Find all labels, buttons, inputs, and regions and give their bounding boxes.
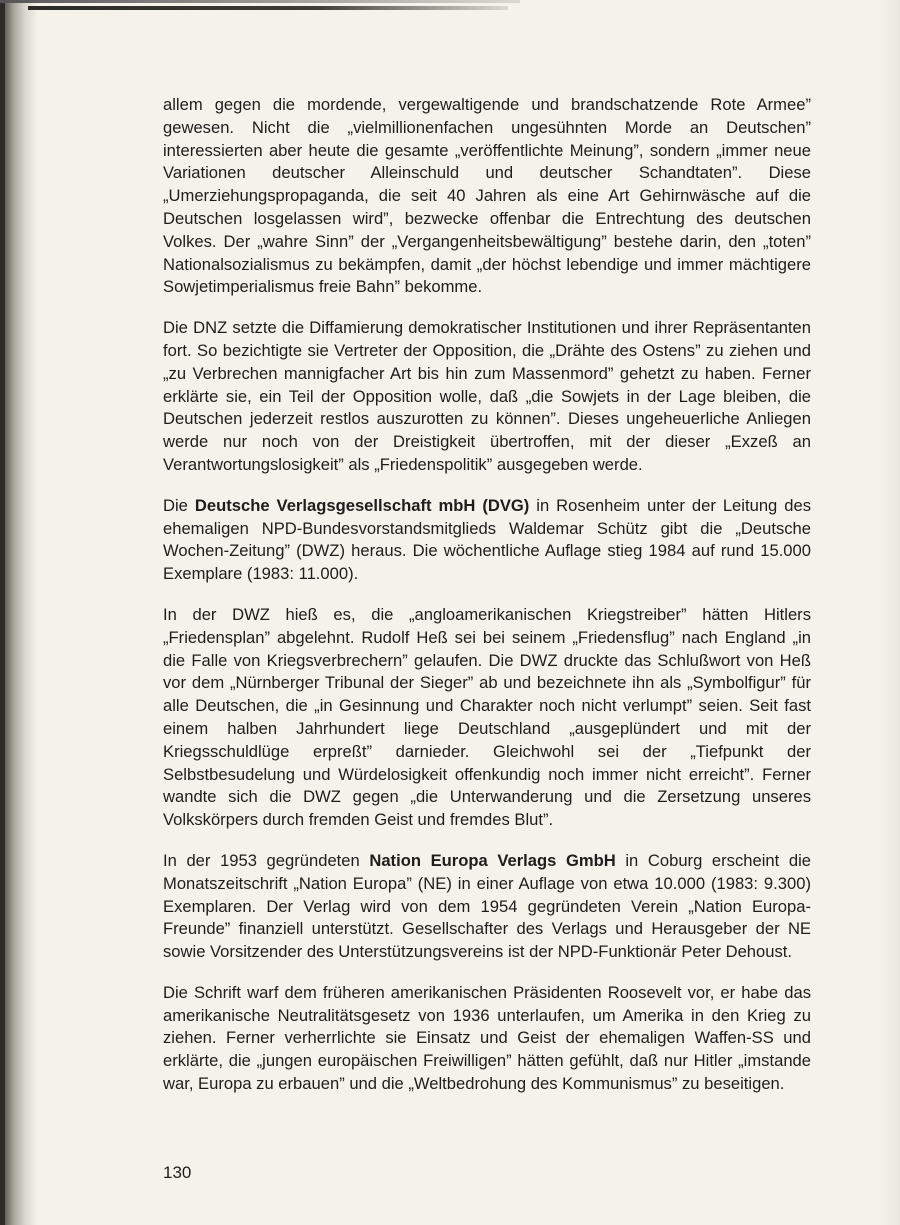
binding-shadow [0, 0, 38, 1225]
paragraph [163, 982, 811, 1096]
top-edge-shadow [0, 0, 520, 3]
paragraph [163, 317, 811, 477]
text-run: In der DWZ hieß es, die „angloamerikanischen Kriegstreiber” hätten Hitlers „Friedensplan” abgelehnt. Rudolf Heß sei bei seinem „Friedensflug” nach England „in die Falle von Kriegsverbrechern” gelaufen. Die DWZ druckte das Schlußwort von Heß vor dem „Nürnberger Tribunal der Sieger” ab und bezeichnete ihn als „Symbolfigur” für alle Deutschen, die „in Gesinnung und Charakter noch nicht verlumpt” seien. Seit fast einem halben Jahrhundert liege Deutschland „ausgeplündert und mit der Kriegsschuldlüge erpreßt” darnieder. Gleichwohl sei der „Tiefpunkt der Selbstbesudelung und Würdelosigkeit offenkundig noch immer nicht erreicht”. Ferner wandte sich die DWZ gegen „die Unterwanderung und die Zersetzung unseres Volkskörpers durch fremden Geist und fremdes Blut”. [163, 604, 811, 830]
text-run: Die [163, 495, 195, 515]
bold-text: Deutsche Verlagsgesellschaft mbH (DVG) [194, 495, 530, 515]
text-run: in Rosenheim unter der Leitung des ehemaligen NPD-Bundesvorstandsmitglieds Waldemar Schütz gibt die „Deutsche Wochen-Zeitung” (DWZ) heraus. Die wöchentliche Auflage stieg 1984 auf rund 15.000 Exemplare (1983: 11.000). [163, 495, 811, 584]
binding-edge [0, 0, 5, 1225]
paragraph [163, 94, 811, 299]
page-number: 130 [163, 1163, 192, 1182]
body-text [163, 94, 811, 1114]
text-run: Die Schrift warf dem früheren amerikanischen Präsidenten Roosevelt vor, er habe das amerikanische Neutralitätsgesetz von 1936 unterlaufen, um Amerika in den Krieg zu ziehen. Ferner verherrlichte sie Einsatz und Geist der ehemaligen Waffen-SS und erklärte, die „jungen europäischen Freiwilligen” hätten gefühlt, daß nur Hitler „imstande war, Europa zu erbauen” und die „Weltbedrohung des Kommunismus” zu beseitigen. [163, 982, 811, 1094]
paragraph [163, 850, 811, 964]
text-run: in Coburg erscheint die Monatszeitschrift „Nation Europa” (NE) in einer Auflage von etwa 10.000 (1983: 9.300) Exemplaren. Der Verlag wird von dem 1954 gegründeten Verein „Nation Europa-Freunde” finanziell unterstützt. Gesellschafter des Verlags und Herausgeber der NE sowie Vorsitzender des Unterstützungsvereins ist der NPD-Funktionär Peter Dehoust. [163, 850, 811, 962]
text-run: Die DNZ setzte die Diffamierung demokratischer Institutionen und ihrer Repräsentanten fort. So bezichtigte sie Vertreter der Opposition, die „Drähte des Ostens” zu ziehen und „zu Verbrechen mannigfacher Art bis hin zum Massenmord” gehetzt zu haben. Ferner erklärte sie, ein Teil der Opposition wolle, daß „die Sowjets in der Lage bleiben, die Deutschen jederzeit restlos auszurotten zu können”. Dieses ungeheuerliche Anliegen werde nur noch von der Dreistigkeit übertroffen, mit der dieser „Exzeß an Verantwortungslosigkeit” als „Friedenspolitik” ausgegeben werde. [163, 318, 811, 474]
paragraph [163, 495, 811, 586]
bold-text: Nation Europa Verlags GmbH [369, 850, 616, 870]
text-run: allem gegen die mordende, vergewaltigende und brandschatzende Rote Armee” gewesen. Nicht die „vielmillionenfachen ungesühnten Morde an Deutschen” interessierten aber heute die gesamte „veröffentlichte Meinung”, sondern „immer neue Variationen deutscher Alleinschuld und deutscher Schandtaten”. Diese „Umerziehungspropaganda, die seit 40 Jahren als eine Art Gehirnwäsche auf die Deutschen losgelassen wird”, bezwecke offenbar die Entrechtung des deutschen Volkes. Der „wahre Sinn” der „Vergangenheitsbewältigung” bestehe darin, den „toten” Nationalsozialismus zu bekämpfen, damit „der höchst lebendige und immer mächtigere Sowjetimperialismus freie Bahn” bekomme. [163, 95, 811, 297]
right-edge [880, 0, 900, 1225]
text-run: In der 1953 gegründeten [163, 850, 370, 870]
paragraph [163, 604, 811, 832]
top-rule [28, 6, 508, 10]
